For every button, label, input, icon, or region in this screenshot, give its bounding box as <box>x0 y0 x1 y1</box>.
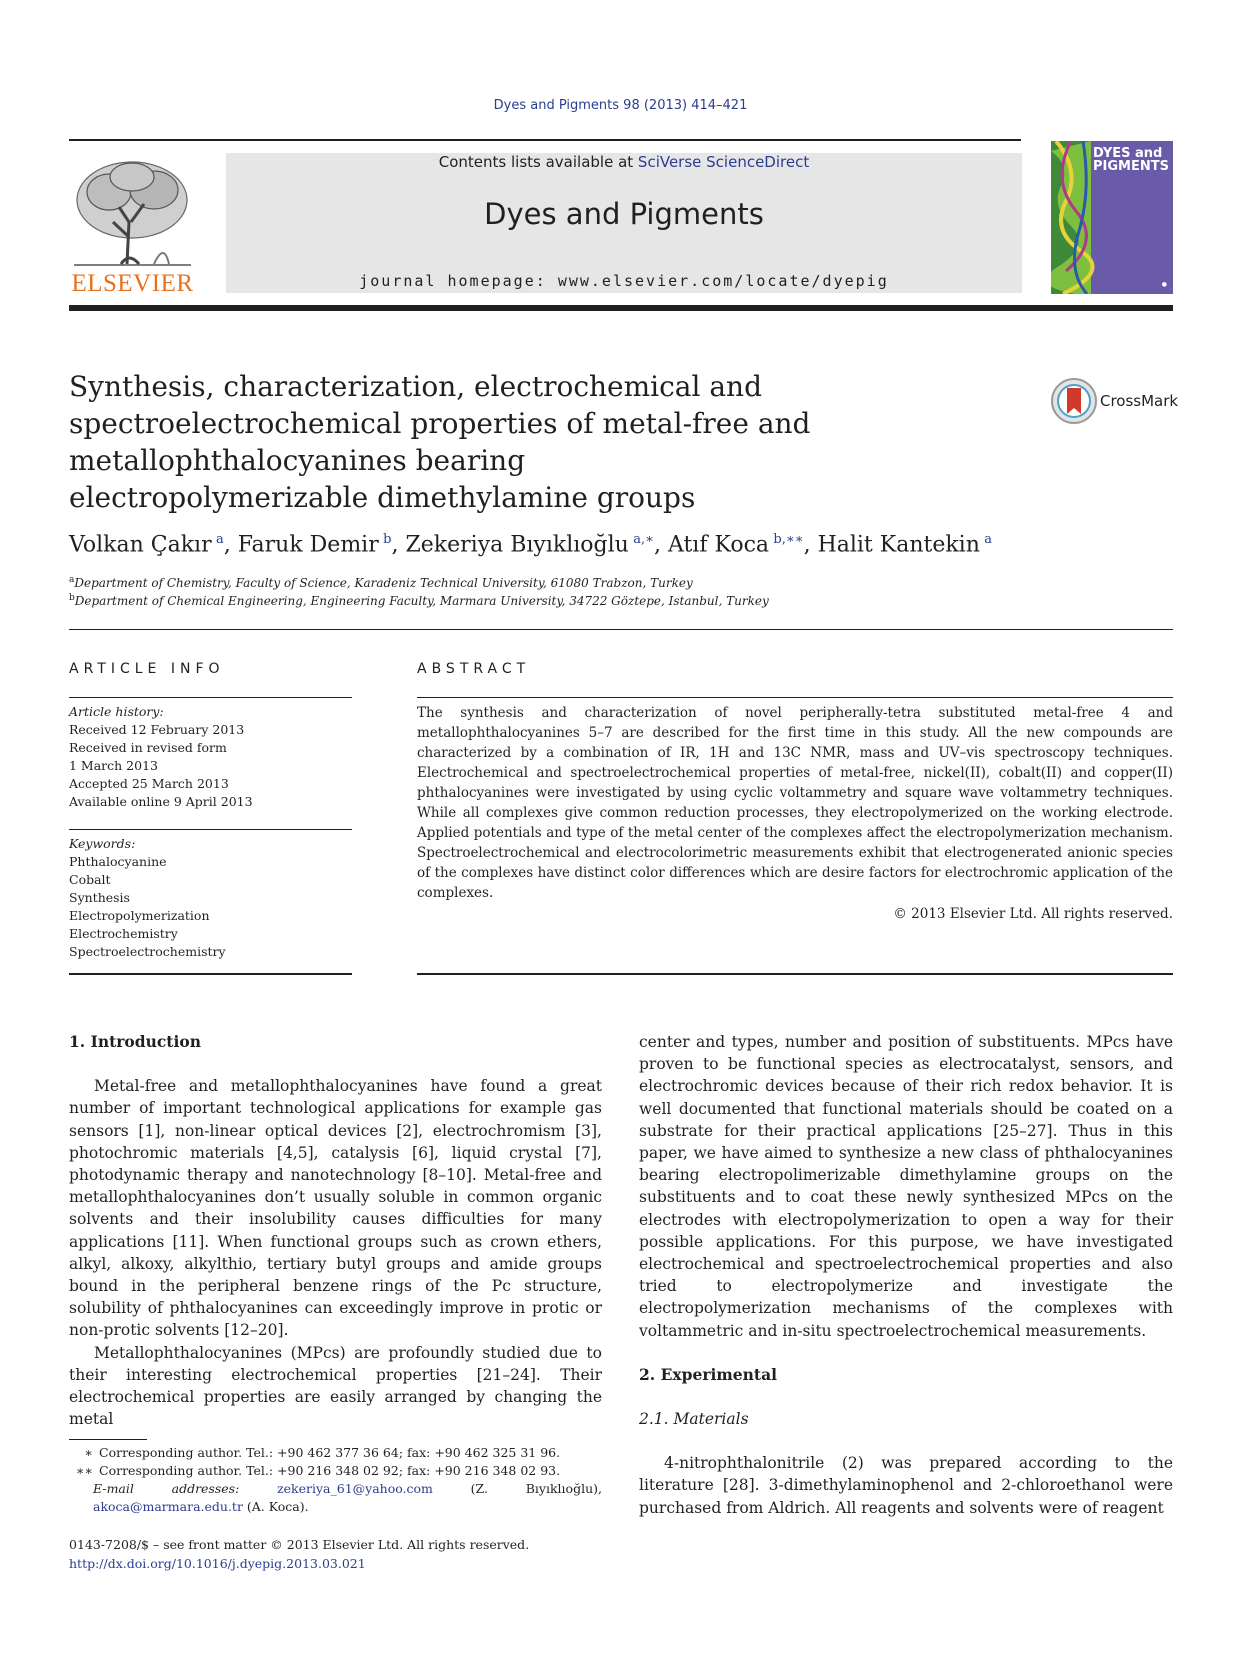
author-list: Volkan Çakır $^a$, Faruk Demir $^b$, Zekeriya Bıyıklıoğlu $^{a,∗}$, Atıf Koca $^{b,∗∗}$, Halit Kantekin $^a$ <box>69 532 993 558</box>
keywords-rule <box>69 829 352 830</box>
keyword: Synthesis <box>69 890 130 905</box>
affiliation-text: Department of Chemical Engineering, Engineering Faculty, Marmara University, 34722 Göztepe, Istanbul, Turkey <box>74 594 769 608</box>
email-owner: (A. Koca). <box>246 1499 309 1514</box>
keyword: Spectroelectrochemistry <box>69 944 226 959</box>
history-item: Available online 9 April 2013 <box>69 794 253 809</box>
email-owner: (Z. Bıyıklıoğlu), <box>470 1481 602 1496</box>
section-heading-introduction: 1. Introduction <box>69 1032 201 1051</box>
doi-link[interactable]: http://dx.doi.org/10.1016/j.dyepig.2013.03.021 <box>69 1556 366 1571</box>
footnote-mark: ∗ <box>84 1445 93 1460</box>
affiliation-b <box>69 593 1169 608</box>
contents-prefix: Contents lists available at <box>438 153 638 171</box>
affiliation-a <box>69 575 1169 590</box>
keywords-label: Keywords: <box>69 836 136 851</box>
journal-name: Dyes and Pigments <box>484 197 764 231</box>
email-link[interactable]: akoca@marmara.edu.tr <box>93 1499 243 1514</box>
body-column-left <box>69 1031 602 1430</box>
paragraph: Metal-free and metallophthalocyanines have found a great number of important technological applications for example gas sensors [1], non-linear optical devices [2], electrochromism [3], photochromic materials [4,5], catalysis [6], liquid crystal [7], photodynamic therapy and nanotechnology [8–10]. Metal-free and metallophthalocyanines don’t usually soluble in common organic solvents and their insolubility causes difficulties for many applications [11]. When functional groups such as crown ethers, alkyl, alkoxy, alkylthio, tertiary butyl groups and amide groups bound in the peripheral benzene rings of the Pc structure, solubility of phthalocyanines can exceedingly improve in protic or non-protic solvents [12–20]. <box>69 1077 602 1340</box>
contents-available-line <box>226 153 1022 171</box>
sciencedirect-link[interactable]: SciVerse ScienceDirect <box>637 153 810 171</box>
author-affiliation-mark[interactable]: a,∗ <box>633 532 654 547</box>
author-affiliation-mark[interactable]: a <box>216 532 224 547</box>
article-info-rule <box>69 697 352 698</box>
email-footnote <box>69 1480 602 1516</box>
affiliation-mark: b <box>69 593 75 603</box>
author-name[interactable]: Zekeriya Bıyıklıoğlu <box>405 532 629 558</box>
journal-cover-thumbnail[interactable] <box>1051 141 1173 294</box>
section-heading-experimental: 2. Experimental <box>639 1364 778 1384</box>
cover-publisher-mark-icon: ● <box>1161 281 1167 288</box>
article-info-bottom-rule <box>69 973 352 975</box>
article-info-heading: ARTICLE INFO <box>69 661 225 677</box>
history-item: 1 March 2013 <box>69 758 158 773</box>
article-title: Synthesis, characterization, electrochemical and spectroelectrochemical properties of metal-free and metallophthalocyanines bearing electropolymerizable dimethylamine groups <box>69 370 811 514</box>
journal-homepage <box>226 272 1022 290</box>
article-history <box>69 703 352 811</box>
email-link[interactable]: zekeriya_61@yahoo.com <box>277 1481 433 1496</box>
keyword: Phthalocyanine <box>69 854 167 869</box>
header-thick-rule <box>69 305 1173 311</box>
footnote-rule <box>69 1439 147 1440</box>
footnote-mark: ∗∗ <box>76 1463 93 1478</box>
affiliation-rule <box>69 629 1173 630</box>
author-name[interactable]: Halit Kantekin <box>817 532 980 558</box>
cover-title: DYES and PIGMENTS <box>1093 146 1169 174</box>
author-name[interactable]: Volkan Çakır <box>69 532 212 558</box>
abstract-rule <box>417 697 1173 698</box>
keyword: Electrochemistry <box>69 926 178 941</box>
abstract-bottom-rule <box>417 973 1173 975</box>
abstract-heading: ABSTRACT <box>417 661 531 677</box>
footnote-text: Corresponding author. Tel.: +90 462 377 36 64; fax: +90 462 325 31 96. <box>99 1445 561 1460</box>
elsevier-wordmark: ELSEVIER <box>71 270 194 297</box>
homepage-url-link[interactable]: www.elsevier.com/locate/dyepig <box>557 272 889 290</box>
affiliation-mark: a <box>69 575 75 585</box>
keyword: Electropolymerization <box>69 908 210 923</box>
paragraph: Metallophthalocyanines (MPcs) are profoundly studied due to their interesting electrochemical properties [21–24]. Their electrochemical properties are easily arranged by changing the metal <box>69 1343 602 1429</box>
email-label: E-mail addresses: <box>93 1481 240 1496</box>
crossmark-label[interactable]: CrossMark <box>1100 392 1179 410</box>
body-column-right <box>639 1031 1173 1519</box>
issn-front-matter: 0143-7208/$ – see front matter © 2013 Elsevier Ltd. All rights reserved. <box>69 1537 530 1552</box>
keywords-list <box>69 835 352 961</box>
author-name[interactable]: Faruk Demir <box>237 532 379 558</box>
history-label: Article history: <box>69 704 164 719</box>
subsection-heading-materials: 2.1. Materials <box>639 1410 749 1429</box>
author-name[interactable]: Atıf Koca <box>667 532 770 558</box>
abstract-text: The synthesis and characterization of novel peripherally-tetra substituted metal-free 4 and metallophthalocyanines 5–7 are described for the first time in this study. All the new compounds are characterized by a combination of IR, 1H and 13C NMR, mass and UV–vis spectroscopy techniques. Electrochemical and spectroelectrochemical properties of metal-free, nickel(II), cobalt(II) and copper(II) phthalocyanines were investigated by using cyclic voltammetry and square wave voltammetry techniques. While all complexes give common reduction processes, they electropolymerized on the working electrode. Applied potentials and type of the metal center of the complexes affect the electropolymerization mechanism. Spectroelectrochemical and electrocolorimetric measurements exhibit that electrogenerated anionic species of the complexes have distinct color differences which are desire factors for electrochromic application of the complexes. <box>417 705 1173 901</box>
paragraph: 4-nitrophthalonitrile (2) was prepared according to the literature [28]. 3-dimethylaminophenol and 2-chloroethanol were purchased from Aldrich. All reagents and solvents were of reagent <box>639 1454 1173 1517</box>
history-item: Accepted 25 March 2013 <box>69 776 229 791</box>
footnote-text: Corresponding author. Tel.: +90 216 348 02 92; fax: +90 216 348 02 93. <box>99 1463 561 1478</box>
affiliation-text: Department of Chemistry, Faculty of Science, Karadeniz Technical University, 61080 Trabzon, Turkey <box>74 576 693 590</box>
history-item: Received in revised form <box>69 740 227 755</box>
homepage-prefix: journal homepage: <box>359 272 558 290</box>
author-affiliation-mark[interactable]: b,∗∗ <box>773 532 804 547</box>
keyword: Cobalt <box>69 872 111 887</box>
history-item: Received 12 February 2013 <box>69 722 245 737</box>
abstract-copyright: © 2013 Elsevier Ltd. All rights reserved. <box>893 906 1173 922</box>
journal-citation[interactable]: Dyes and Pigments 98 (2013) 414–421 <box>493 98 748 113</box>
header-top-rule <box>69 139 1021 141</box>
paragraph-continued: center and types, number and position of substituents. MPcs have proven to be functional species as electrocatalyst, sensors, and electrochromic devices because of their rich redox behavior. It is well documented that functional materials should be coated on a substrate for their practical applications [25–27]. Thus in this paper, we have aimed to synthesize a new class of phthalocyanines bearing electropolimerizable dimethylamine groups on the substituents and to coat these newly synthesized MPcs on the electrodes with electropolymerization to open a way for their possible applications. For this purpose, we have investigated electrochemical and spectroelectrochemical properties and also tried to electropolymerize and investigate the electropolymerization mechanisms of the complexes with voltammetric and in-situ spectroelectrochemical measurements. <box>639 1033 1173 1340</box>
footnotes <box>69 1444 602 1516</box>
author-affiliation-mark[interactable]: b <box>383 532 392 547</box>
author-affiliation-mark[interactable]: a <box>984 532 993 547</box>
